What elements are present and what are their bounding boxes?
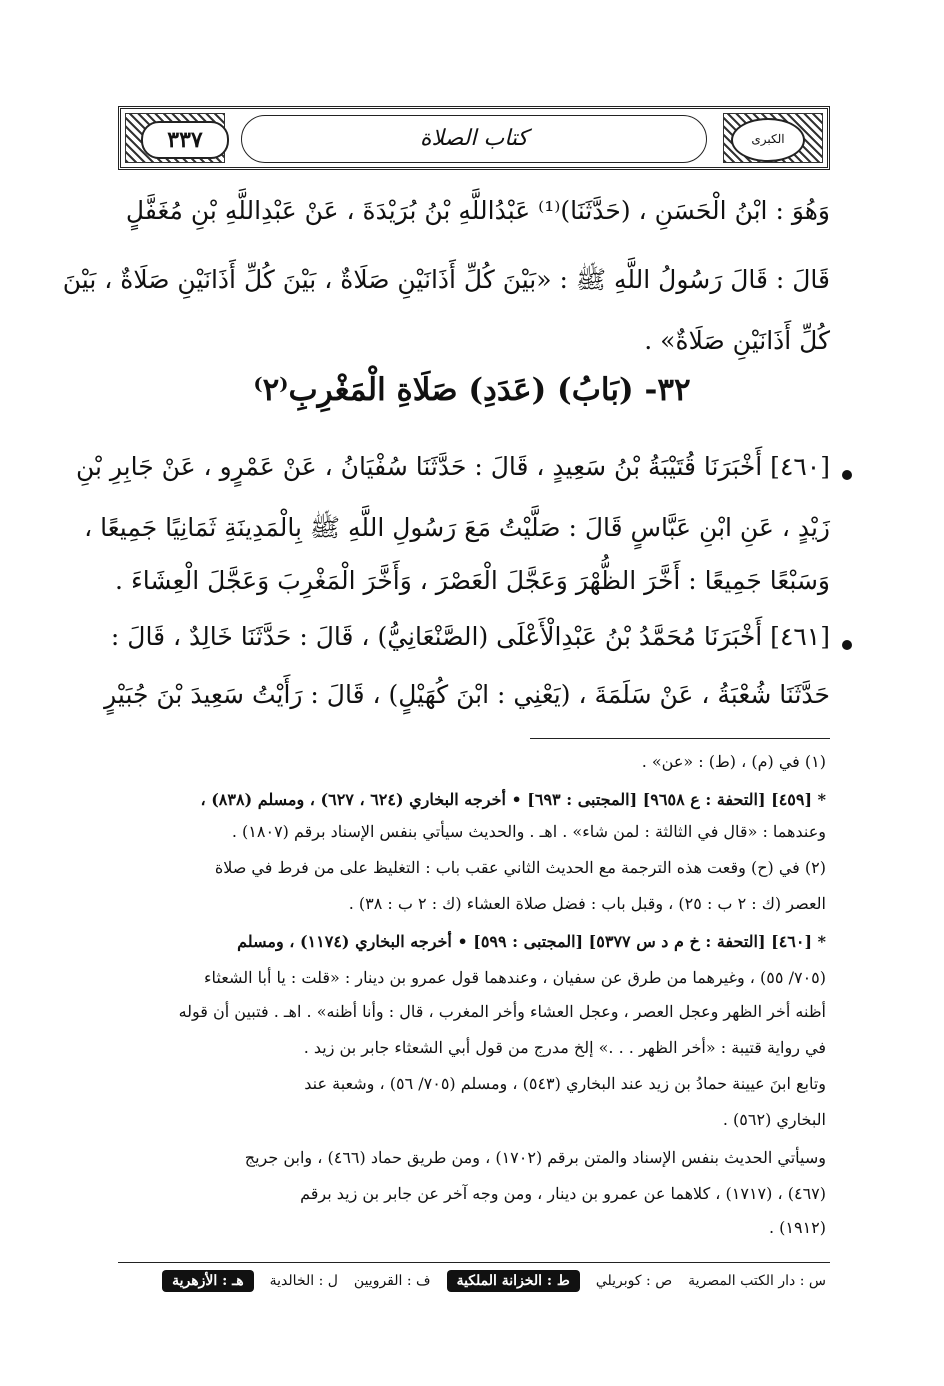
legend-item: ص : كوبريلي <box>595 1273 673 1289</box>
legend-item: س : دار الكتب المصرية <box>688 1273 826 1289</box>
body-line-2: قَالَ : قَالَ رَسُولُ اللَّهِ ﷺ : «بَيْنَ كُلِّ أَذَانَيْنِ صَلَاةٌ ، بَيْنَ كُلِّ أَذَانَيْنِ صَلَاةٌ ، بَيْنَ <box>62 265 830 294</box>
bullet-460 <box>842 470 852 480</box>
footnote-1: (١) في (م) ، (ط) : «عن» . <box>641 752 826 771</box>
footnote-459-a: * [٤٥٩] [التحفة : ع ٩٦٥٨] [المجتبى : ٦٩٣] • أخرجه البخاري (٦٢٤ ، ٦٢٧) ، ومسلم (٨٣٨) ، <box>200 790 826 809</box>
footer-rule <box>118 1262 830 1263</box>
body-line-3: كُلِّ أَذَانَيْنِ صَلَاةٌ» . <box>644 326 830 355</box>
hadith-460-line-3: وَسَبْعًا جَمِيعًا : أَخَّرَ الظُّهْرَ وَعَجَّلَ الْعَصْرَ ، وَأَخَّرَ الْمَغْرِبَ وَعَجَّلَ الْعِشَاءَ . <box>115 566 830 595</box>
footnote-separator <box>530 738 830 739</box>
footnote-460-i: (١٩١٢) . <box>768 1218 826 1237</box>
footnote-460-d: في رواية قتيبة : «أخر الظهر . . .» إلخ مدرج من قول أبي الشعثاء جابر بن زيد . <box>303 1038 826 1057</box>
page-header <box>118 106 830 170</box>
footnote-460-a: * [٤٦٠] [التحفة : خ م د س ٥٣٧٧] [المجتبى : ٥٩٩] • أخرجه البخاري (١١٧٤) ، ومسلم <box>237 932 826 951</box>
footnote-2-b: العصر (ك : ٢ ب : ٢٥) ، وقبل باب : فضل صلاة العشاء (ك : ٢ ب : ٣٨) . <box>348 894 826 913</box>
footnote-460-g: وسيأتي الحديث بنفس الإسناد والمتن برقم (١٧٠٢) ، ومن طريق حماد (٤٦٦) ، وابن جريج <box>244 1148 826 1167</box>
chapter-heading: ٣٢- (بَابُ) (عَدَدِ) صَلَاةِ الْمَغْرِبِ⁽٢⁾ <box>253 372 691 408</box>
legend-item-highlight: هـ : الأزهرية <box>162 1270 254 1292</box>
hadith-461-line-1: [٤٦١] أَخْبَرَنَا مُحَمَّدُ بْنُ عَبْدِالْأَعْلَى (الصَّنْعَانِيُّ) ، قَالَ : حَدَّثَنَا خَالِدٌ ، قَالَ : <box>110 622 830 651</box>
hadith-460-line-2: زَيْدٍ ، عَنِ ابْنِ عَبَّاسٍ قَالَ : صَلَّيْتُ مَعَ رَسُولِ اللَّهِ ﷺ بِالْمَدِينَةِ ثَمَانِيًا جَمِيعًا ، <box>84 513 830 542</box>
hadith-460-line-1: [٤٦٠] أَخْبَرَنَا قُتَيْبَةُ بْنُ سَعِيدٍ ، قَالَ : حَدَّثَنَا سُفْيَانُ ، عَنْ عَمْرٍو ، عَنْ جَابِرِ بْنِ <box>75 452 830 481</box>
hadith-461-line-2: حَدَّثَنَا شُعْبَةُ ، عَنْ سَلَمَةَ ، (يَعْنِي : ابْنَ كُهَيْلٍ) ، قَالَ : رَأَيْتُ سَعِيدَ بْنَ جُبَيْرٍ <box>104 680 830 709</box>
legend-item: ف : القرويين <box>353 1273 431 1289</box>
legend-item-highlight: ط : الخزانة الملكية <box>447 1270 580 1292</box>
book-title: كتاب الصلاة <box>241 115 707 163</box>
footnote-2-a: (٢) في (ح) وقعت هذه الترجمة مع الحديث الثاني عقب باب : التغليظ على من فرط في صلاة <box>214 858 826 877</box>
legend-item: ل : الخالدية <box>269 1273 338 1289</box>
footnote-460-e: وتابع ابنَ عيينة حمادُ بن زيد عند البخاري (٥٤٣) ، ومسلم (٧٠٥/ ٥٦) ، وشعبة عند <box>304 1074 826 1093</box>
footnote-460-h: (٤٦٧) ، (١٧١٧) ، كلاهما عن عمرو بن دينار ، ومن وجه آخر عن جابر بن زيد برقم <box>300 1184 826 1203</box>
footnote-460-f: البخاري (٥٦٢) . <box>722 1110 826 1129</box>
body-line-1: وَهُوَ : ابْنُ الْحَسَنِ ، (حَدَّثَنَا)⁽¹⁾ عَبْدُاللَّهِ بْنُ بُرَيْدَةَ ، عَنْ عَبْدِاللَّهِ بْنِ مُغَفَّلٍ <box>125 196 830 225</box>
manuscript-legend <box>114 1266 826 1296</box>
footnote-460-b: (٧٠٥/ ٥٥) ، وغيرهما من طرق عن سفيان ، وعندهما قول عمرو بن دينار : «قلت : يا أبا الشعثاء <box>204 968 826 987</box>
page-number: ٣٣٧ <box>141 121 229 159</box>
footnote-460-c: أظنه أخر الظهر وعجل العصر ، وعجل العشاء وأخر المغرب ، قال : وأنا أظنه» . اهـ . فتبين أن قوله <box>178 1002 826 1021</box>
footnote-459-b: وعندهما : «قال في الثالثة : لمن شاء» . اهـ . والحديث سيأتي بنفس الإسناد برقم (١٨٠٧) . <box>231 822 826 841</box>
seal-logo: الكبرى <box>731 118 805 162</box>
bullet-461 <box>842 640 852 650</box>
